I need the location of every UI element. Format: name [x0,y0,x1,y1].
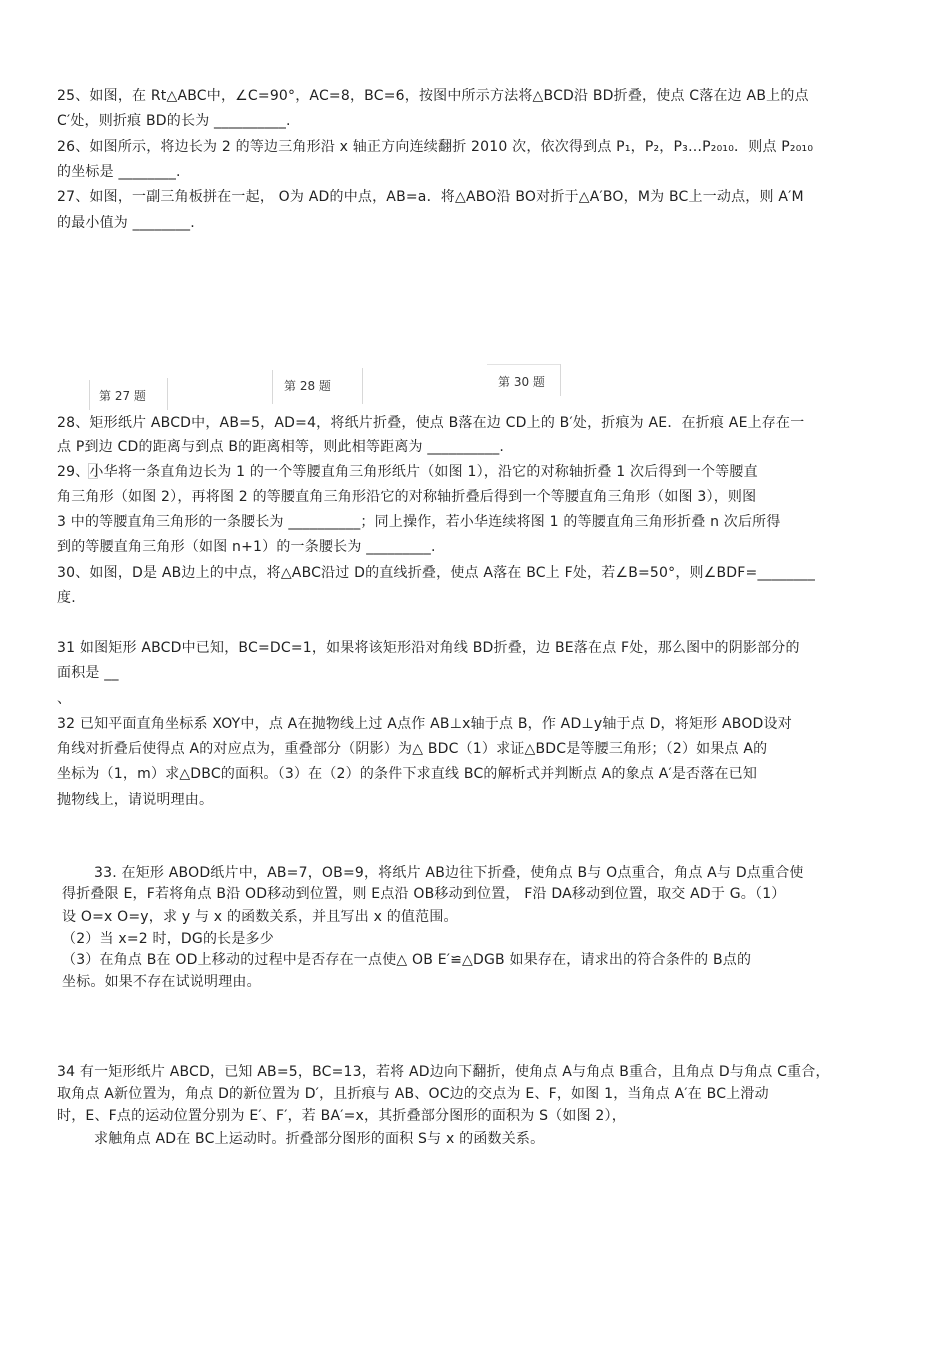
fig27-right-border [167,378,168,410]
q31-line-1: 31 如图矩形 ABCD中已知，BC=DC=1，如果将该矩形沿对角线 BD折叠，边 BE落在点 F处，那么图中的阴影部分的 [57,640,800,656]
fig30-caption: 第 30 题 [498,375,545,389]
q29-line-4: 到的等腰直角三角形（如图 n+1）的一条腰长为 _________. [57,539,436,555]
q30-line-2: 度. [57,590,76,606]
q26-line-1: 26、如图所示，将边长为 2 的等边三角形沿 x 轴正方向连续翻折 2010 次，依次得到点 P₁，P₂，P₃…P₂₀₁₀．则点 P₂₀₁₀ [57,139,814,155]
fig27-left-border [89,380,90,410]
fig27-caption: 第 27 题 [99,389,146,403]
q31-line-2: 面积是 __ [57,665,119,681]
q34-line-4: 求触角点 AD在 BC上运动时。折叠部分图形的面积 S与 x 的函数关系。 [94,1131,545,1147]
q27-line-1: 27、如图，一副三角板拼在一起， O为 AD的中点，AB=a．将△ABO沿 BO对折于△A′BO，M为 BC上一动点，则 A′M [57,189,804,205]
q28-line-2: 点 P到边 CD的距离与到点 B的距离相等，则此相等距离为 __________. [57,439,505,455]
q33-line-4: （2）当 x=2 时，DG的长是多少 [62,931,274,947]
q30-line-1: 30、如图，D是 AB边上的中点，将△ABC沿过 D的直线折叠，使点 A落在 BC上 F处，若∠B=50°，则∠BDF=________ [57,565,816,581]
fig28-right-border [362,368,363,404]
q33-line-1: 33. 在矩形 ABOD纸片中，AB=7，OB=9，将纸片 AB边往下折叠，使角点 B与 O点重合，角点 A与 D点重合使 [94,865,804,881]
q25-line-2: C′处，则折痕 BD的长为 __________. [57,113,291,129]
q29-line-1: 29、小华将一条直角边长为 1 的一个等腰直角三角形纸片（如图 1），沿它的对称轴折叠 1 次后得到一个等腰直 [57,464,758,480]
q33-line-6: 坐标。如果不存在试说明理由。 [62,974,261,990]
fig28-caption: 第 28 题 [284,379,331,393]
q33-line-5: （3）在角点 B在 OD上移动的过程中是否存在一点使△ OB E′≌△DGB 如果存在，请求出的符合条件的 B点的 [62,952,752,968]
q34-line-3: 时，E、F点的运动位置分别为 E′、F′，若 BA′=x，其折叠部分图形的面积为 S（如图 2）， [57,1108,626,1124]
q28-line-1: 28、矩形纸片 ABCD中，AB=5，AD=4，将纸片折叠，使点 B落在边 CD上的 B′处，折痕为 AE．在折痕 AE上存在一 [57,415,805,431]
q34-line-1: 34 有一矩形纸片 ABCD，已知 AB=5，BC=13，若将 AD边向下翻折，使角点 A与角点 B重合，且角点 D与角点 C重合， [57,1064,830,1080]
q32-line-2: 角线对折叠后使得点 A的对应点为，重叠部分（阴影）为△ BDC（1）求证△BDC是等腰三角形；（2）如果点 A的 [57,741,768,757]
q33-line-2: 得折叠限 E，F若将角点 B沿 OD移动到位置，则 E点沿 OB移动到位置， F沿 DA移动到位置，取交 AD于 G。（1） [62,886,786,902]
separator-mark: 、 [57,691,72,707]
q29-line-2: 角三角形（如图 2），再将图 2 的等腰直角三角形沿它的对称轴折叠后得到一个等腰直角三角形（如图 3），则图 [57,489,757,505]
fig30-top-border [487,364,561,365]
q32-line-3: 坐标为（1，m）求△DBC的面积。（3）在（2）的条件下求直线 BC的解析式并判断点 A的象点 A′是否落在已知 [57,766,758,782]
q33-line-3: 设 O=x O=y，求 y 与 x 的函数关系，并且写出 x 的值范围。 [62,909,458,925]
q34-line-2: 取角点 A新位置为，角点 D的新位置为 D′，且折痕与 AB、OC边的交点为 E、F，如图 1，当角点 A′在 BC上滑动 [57,1086,769,1102]
q32-line-1: 32 已知平面直角坐标系 XOY中，点 A在抛物线上过 A点作 AB⊥x轴于点 B，作 AD⊥y轴于点 D，将矩形 ABOD设对 [57,716,792,732]
fig28-left-border [272,370,273,404]
q29-line-3: 3 中的等腰直角三角形的一条腰长为 __________；同上操作，若小华连续将图 1 的等腰直角三角形折叠 n 次后所得 [57,514,781,530]
q26-line-2: 的坐标是 ________. [57,164,181,180]
q27-line-2: 的最小值为 ________. [57,215,195,231]
q25-line-1: 25、如图，在 Rt△ABC中，∠C=90°，AC=8，BC=6，按图中所示方法将△BCD沿 BD折叠，使点 C落在边 AB上的点 [57,88,809,104]
q32-line-4: 抛物线上，请说明理由。 [57,792,214,808]
fig30-right-border [560,364,561,396]
